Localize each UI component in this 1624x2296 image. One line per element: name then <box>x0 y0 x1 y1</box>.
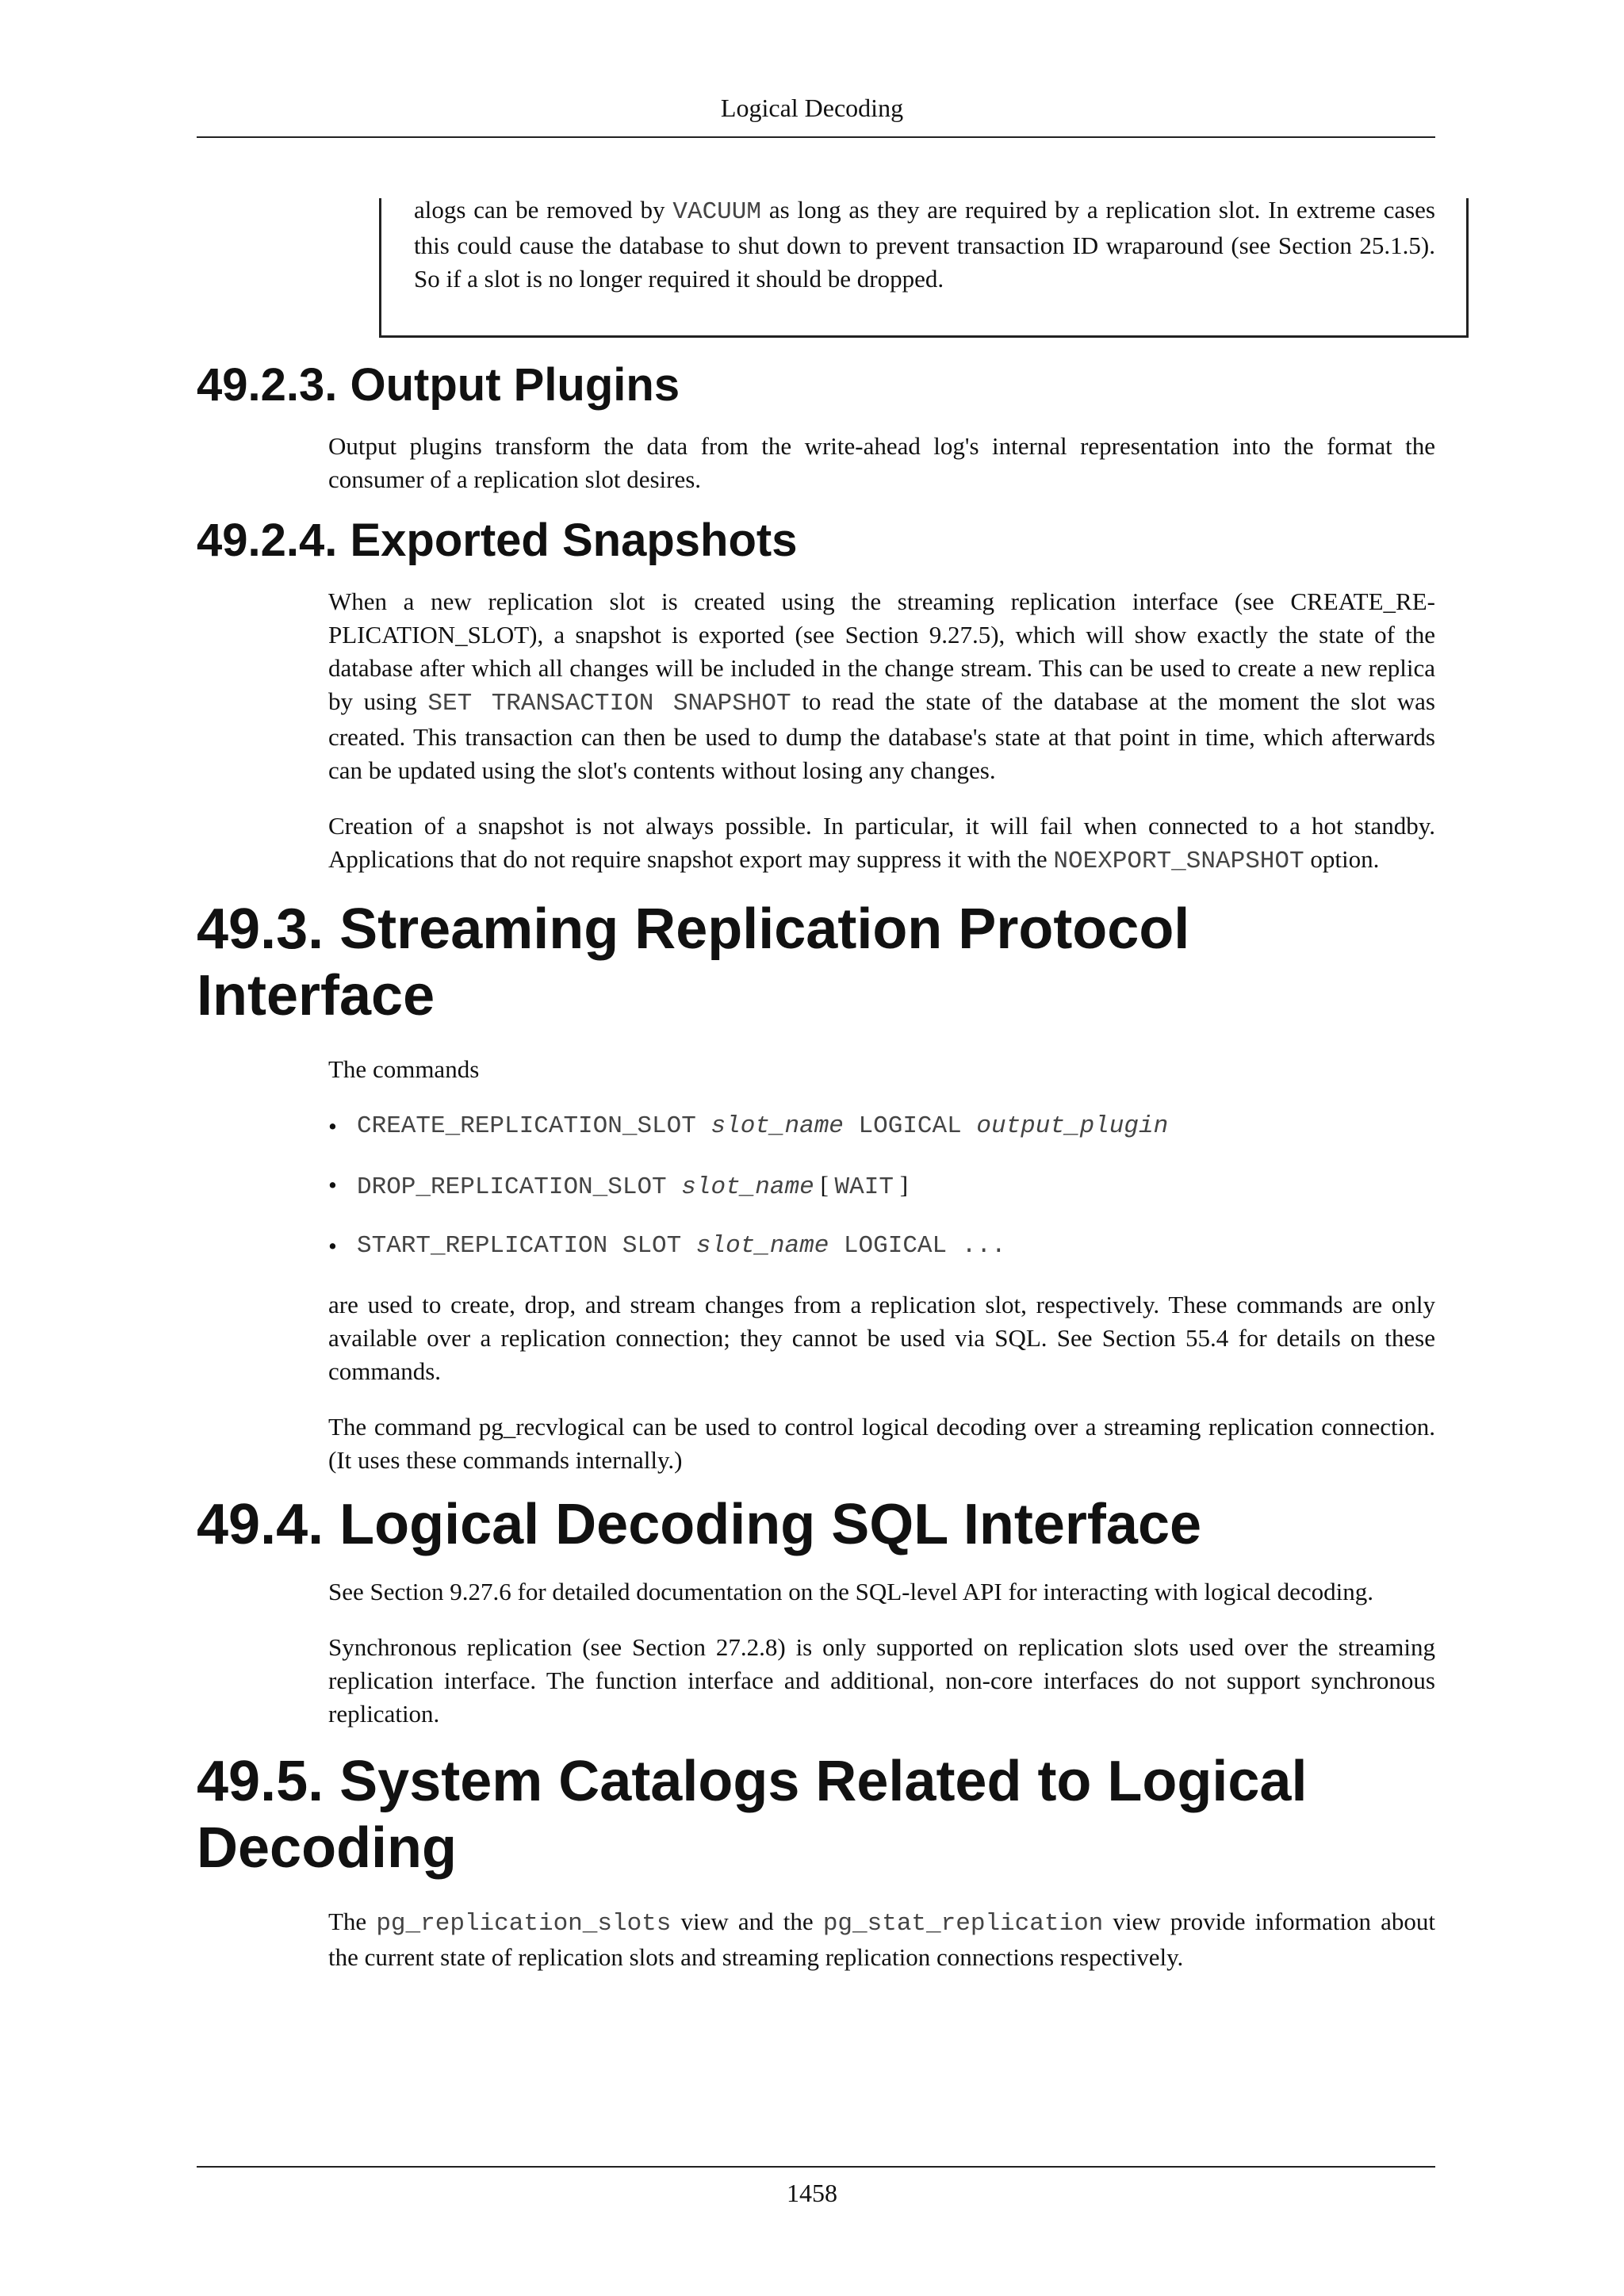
main-content <box>197 357 1435 1974</box>
command-arg: output_plugin <box>976 1112 1169 1140</box>
code-pg-replication-slots: pg_replication_slots <box>376 1910 672 1938</box>
note-text <box>414 193 1435 296</box>
text-part: option. <box>1304 845 1380 873</box>
command-bracket: [ <box>814 1171 835 1199</box>
paragraph: The commands <box>328 1055 480 1083</box>
paragraph: are used to create, drop, and stream changes from a replication slot, respectively. These commands are only available over a replication connection; they cannot be used via SQL. See Section 55.4 for details on these commands. <box>328 1291 1435 1385</box>
command-text: WAIT <box>834 1173 894 1201</box>
text-part: Creation of a snapshot is not always possible. In particular, it will fail when connected to a hot standby. Applications that do not require snapshot export may suppress it with the <box>328 812 1435 873</box>
command-arg: slot_name <box>710 1112 844 1140</box>
paragraph: The command pg_recvlogical can be used to control logical decoding over a streaming replication connection. (It uses these commands internally.) <box>328 1413 1435 1474</box>
text-part: When a new replication slot is created using the streaming replication interface (see CREATE_REPLICATION_SLOT), a snapshot is exported (see Section 9.27.5), which will show exactly the state of the database after which all changes will be included in the change stream. This can be used to create a new replica by using <box>328 587 1435 715</box>
command-bracket: ] <box>893 1171 909 1199</box>
page-number: 1458 <box>787 2179 837 2207</box>
header-rule <box>197 136 1435 138</box>
command-arg: slot_name <box>695 1232 829 1260</box>
command-list <box>328 1110 1435 1263</box>
paragraph <box>328 585 1435 787</box>
list-item <box>328 1110 1435 1143</box>
text-part: view provide information about the current state of replication slots and streaming replication connections respectively. <box>328 1908 1435 1971</box>
heading-streaming-replication: 49.3. Streaming Replication Protocol Interface <box>197 897 1190 1027</box>
running-header: Logical Decoding <box>720 94 904 122</box>
paragraph: See Section 9.27.6 for detailed documentation on the SQL-level API for interacting with logical decoding. <box>328 1578 1374 1605</box>
code-pg-stat-replication: pg_stat_replication <box>822 1910 1104 1938</box>
command-text: DROP_REPLICATION_SLOT <box>357 1173 682 1201</box>
paragraph: Output plugins transform the data from the write-ahead log's internal representation into the format the consumer of a replication slot desires. <box>328 432 1435 493</box>
command-text: LOGICAL <box>843 1112 977 1140</box>
code-vacuum: VACUUM <box>672 198 761 226</box>
command-text: LOGICAL ... <box>829 1232 1006 1260</box>
heading-exported-snapshots: 49.2.4. Exported Snapshots <box>197 515 798 566</box>
code-set-transaction-snapshot: SET TRANSACTION SNAPSHOT <box>427 690 791 718</box>
heading-output-plugins: 49.2.3. Output Plugins <box>197 359 680 411</box>
text-part: The <box>328 1908 377 1935</box>
text-part: view and the <box>671 1908 823 1935</box>
list-item <box>328 1230 1435 1263</box>
paragraph <box>328 809 1435 878</box>
note-text-part: alogs can be removed by <box>414 196 673 224</box>
note-text-part: as long as they are required by a replication slot. In extreme cases this could cause the database to shut down to prevent transaction ID wraparound (see Section 25.1.5). So if a slot is no longer required it should be dropped. <box>414 196 1435 293</box>
code-noexport-snapshot: NOEXPORT_SNAPSHOT <box>1053 848 1304 875</box>
command-arg: slot_name <box>681 1173 814 1201</box>
command-text: START_REPLICATION SLOT <box>357 1232 696 1260</box>
paragraph: Synchronous replication (see Section 27.2.8) is only supported on replication slots used over the streaming replication interface. The function interface and additional, non-core interfaces do not support synchronous replication. <box>328 1633 1435 1728</box>
paragraph <box>328 1905 1435 1974</box>
text-part: to read the state of the database at the moment the slot was created. This transaction can then be used to dump the database's state at that point in time, which afterwards can be updated using the slot's contents without losing any changes. <box>328 687 1435 784</box>
list-item <box>328 1169 1435 1204</box>
heading-sql-interface: 49.4. Logical Decoding SQL Interface <box>197 1493 1202 1556</box>
footer-rule <box>197 2166 1435 2168</box>
heading-system-catalogs: 49.5. System Catalogs Related to Logical Decoding <box>197 1750 1308 1880</box>
command-text: CREATE_REPLICATION_SLOT <box>357 1112 711 1140</box>
